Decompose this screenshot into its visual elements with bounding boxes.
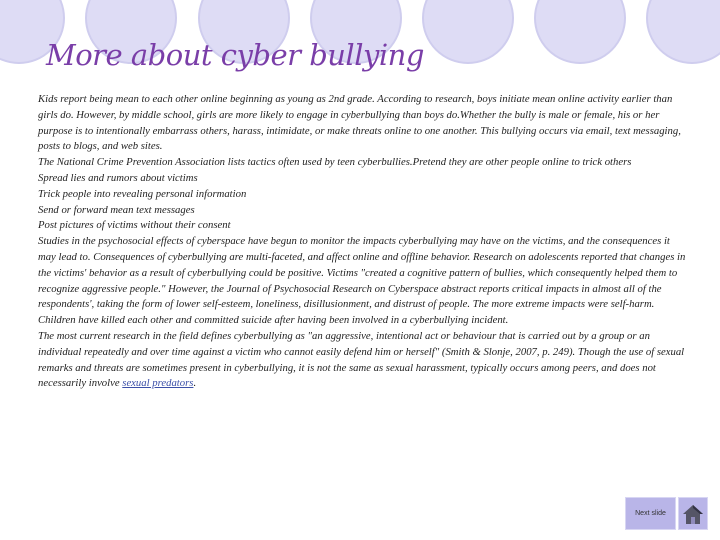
paragraph-tactics: The National Crime Prevention Association lists tactics often used by teen cyberbullies.Pretend they are other people online to trick others <box>38 156 632 169</box>
next-slide-label: Next slide <box>635 510 666 517</box>
paragraph-studies: Studies in the psychosocial effects of cyberspace have begun to monitor the impacts cyberbullying may have on the victims, and the consequences it may lead to. Consequences of cyberbullying are multi-faceted, and affect online and offline behavior. Research on adolescents reported that changes in the victims' behavior as a result of cyberbullying could be positive. Victims "created a cognitive pattern of bullies, which consequently helped them to recognize aggressive people." However, the Journal of Psychosocial Research on Cyberspace abstract reports critical impacts in almost all of the respondents', taking the form of lower self-esteem, loneliness, disillusionment, and distrust of people. The more extreme impacts were self-harm. Children have killed each other and committed suicide after having been involved in a cyberbullying incident. <box>38 235 686 327</box>
slide-title: More about cyber bullying <box>46 38 424 72</box>
paragraph-research-text: The most current research in the field defines cyberbullying as "an aggressive, intentional act or behaviour that is carried out by a group or an individual repeatedly and over time against a victim who cannot easily defend him or herself" (Smith & Slonje, 2007, p. 249). Though the use of sexual remarks and threats are sometimes present in cyberbullying, it is not the same as sexual harassment, typically occurs among peers, and does not necessarily involve <box>38 329 685 390</box>
house-icon <box>679 498 707 529</box>
paragraph-research-end: . <box>193 377 197 390</box>
home-button[interactable] <box>678 497 708 530</box>
paragraph-intro: Kids report being mean to each other online beginning as young as 2nd grade. According to research, boys initiate mean online activity earlier than girls do. However, by middle school, girls are more likely to engage in cyberbullying than boys do.Whether the bully is male or female, his or her purpose is to intentionally embarrass others, harass, intimidate, or make threats online to one another. This bullying occurs via email, text messaging, posts to blogs, and web sites. <box>38 93 681 153</box>
decorative-circle <box>423 0 513 63</box>
tactic-item-rumors: Spread lies and rumors about victims <box>38 171 198 184</box>
paragraph-research <box>38 329 690 392</box>
tactic-item-trick: Trick people into revealing personal information <box>38 187 247 200</box>
slide-body <box>38 92 690 392</box>
decorative-circle <box>535 0 625 63</box>
sexual-predators-link[interactable]: sexual predators <box>122 377 194 390</box>
tactic-item-messages: Send or forward mean text messages <box>38 203 195 216</box>
tactic-item-pictures: Post pictures of victims without their consent <box>38 219 231 232</box>
decorative-circle <box>647 0 720 63</box>
next-slide-button[interactable] <box>625 497 676 530</box>
